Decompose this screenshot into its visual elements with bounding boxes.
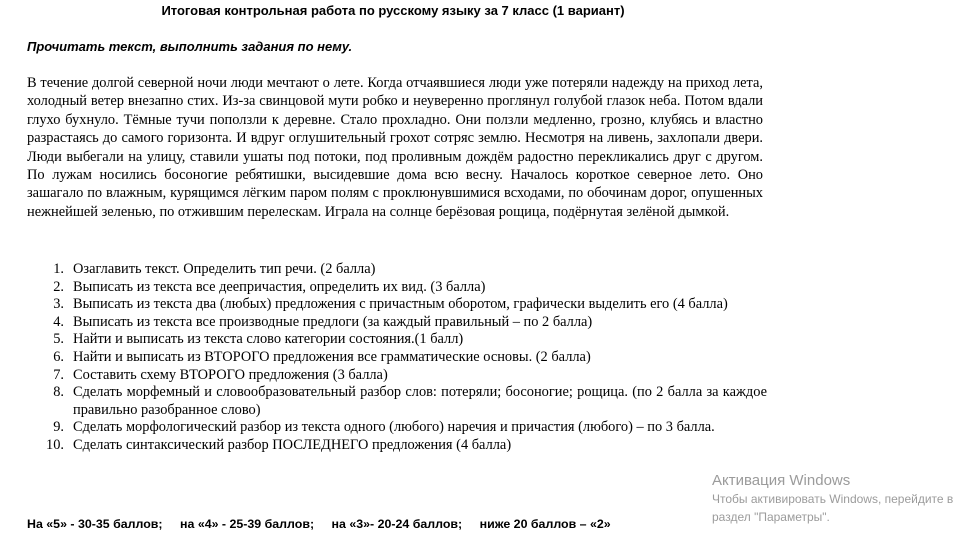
task-list	[27, 261, 767, 455]
task-number: 3.	[53, 296, 64, 313]
task-text: Выписать из текста все деепричастия, определить их вид. (3 балла)	[73, 278, 486, 295]
grade-5: На «5» - 30-35 баллов;	[27, 517, 163, 531]
task-item	[27, 384, 767, 419]
task-text: Составить схему ВТОРОГО предложения (3 балла)	[73, 366, 388, 383]
task-text: Найти и выписать из ВТОРОГО предложения все грамматические основы. (2 балла)	[73, 348, 591, 365]
activation-settings-hint: раздел "Параметры".	[712, 510, 830, 524]
task-item	[27, 279, 767, 297]
task-text: Выписать из текста все производные предлоги (за каждый правильный – по 2 балла)	[73, 313, 593, 330]
task-item	[27, 419, 767, 437]
reading-passage: В течение долгой северной ночи люди мечтают о лете. Когда отчаявшиеся люди уже потеряли надежду на приход лета, холодный ветер внезапно стих. Из-за свинцовой мути робко и неуверенно проглянул голубой глазок неба. Потом вдали глухо бухнуло. Тёмные тучи поползли к деревне. Стало прохладно. Они ползли медленно, грозно, клубясь и властно разрастаясь до самого горизонта. И вдруг оглушительный грохот сотряс землю. Несмотря на ливень, захлопали двери. Люди выбегали на улицу, ставили ушаты под потоки, под проливным дождём радостно перекликались друг с другом. По лужам носились босоногие ребятишки, высидевшие дома всю весну. Началось короткое северное лето. Оно зашагало по влажным, курящимся лёгким паром полям с проклюнувшимися всходами, по обочинам дорог, опушенных нежнейшей зеленью, по отжившим перелескам. Играла на солнце берёзовая рощица, подёрнутая зелёной дымкой.	[27, 75, 763, 220]
task-text: Сделать синтаксический разбор ПОСЛЕДНЕГО предложения (4 балла)	[73, 436, 512, 453]
task-number: 5.	[53, 331, 64, 348]
task-item	[27, 261, 767, 279]
document-title: Итоговая контрольная работа по русскому языку за 7 класс (1 вариант)	[161, 3, 625, 18]
task-number: 10.	[46, 436, 64, 453]
task-item	[27, 331, 767, 349]
grade-4: на «4» - 25-39 баллов;	[180, 517, 315, 531]
task-item	[27, 349, 767, 367]
task-text: Сделать морфологический разбор из текста одного (любого) наречия и причастия (любого) – по 3 балла.	[73, 419, 715, 436]
task-item	[27, 437, 767, 455]
activation-hint: Чтобы активировать Windows, перейдите в	[712, 492, 953, 506]
activation-title: Активация Windows	[712, 472, 851, 489]
task-text: Найти и выписать из текста слово категории состояния.(1 балл)	[73, 331, 464, 348]
task-text: Сделать морфемный и словообразовательный разбор слов: потеряли; босоногие; рощица. (по 2 балла за каждое правильно разобранное слово)	[73, 384, 767, 418]
task-text: Озаглавить текст. Определить тип речи. (2 балла)	[73, 261, 376, 277]
task-number: 2.	[53, 278, 64, 295]
task-number: 6.	[53, 348, 64, 365]
windows-activation-watermark	[712, 472, 953, 526]
instruction: Прочитать текст, выполнить задания по нему.	[27, 39, 353, 54]
grade-2: ниже 20 баллов – «2»	[479, 517, 611, 531]
task-number: 7.	[53, 366, 64, 383]
task-text: Выписать из текста два (любых) предложения с причастным оборотом, графически выделить его (4 балла)	[73, 296, 728, 313]
task-number: 8.	[53, 384, 64, 401]
task-item	[27, 296, 767, 314]
task-number: 1.	[53, 261, 64, 277]
task-item	[27, 367, 767, 385]
task-item	[27, 314, 767, 332]
task-number: 4.	[53, 313, 64, 330]
grading-scale	[27, 517, 625, 531]
grade-3: на «3»- 20-24 баллов;	[331, 517, 463, 531]
task-number: 9.	[53, 419, 64, 436]
